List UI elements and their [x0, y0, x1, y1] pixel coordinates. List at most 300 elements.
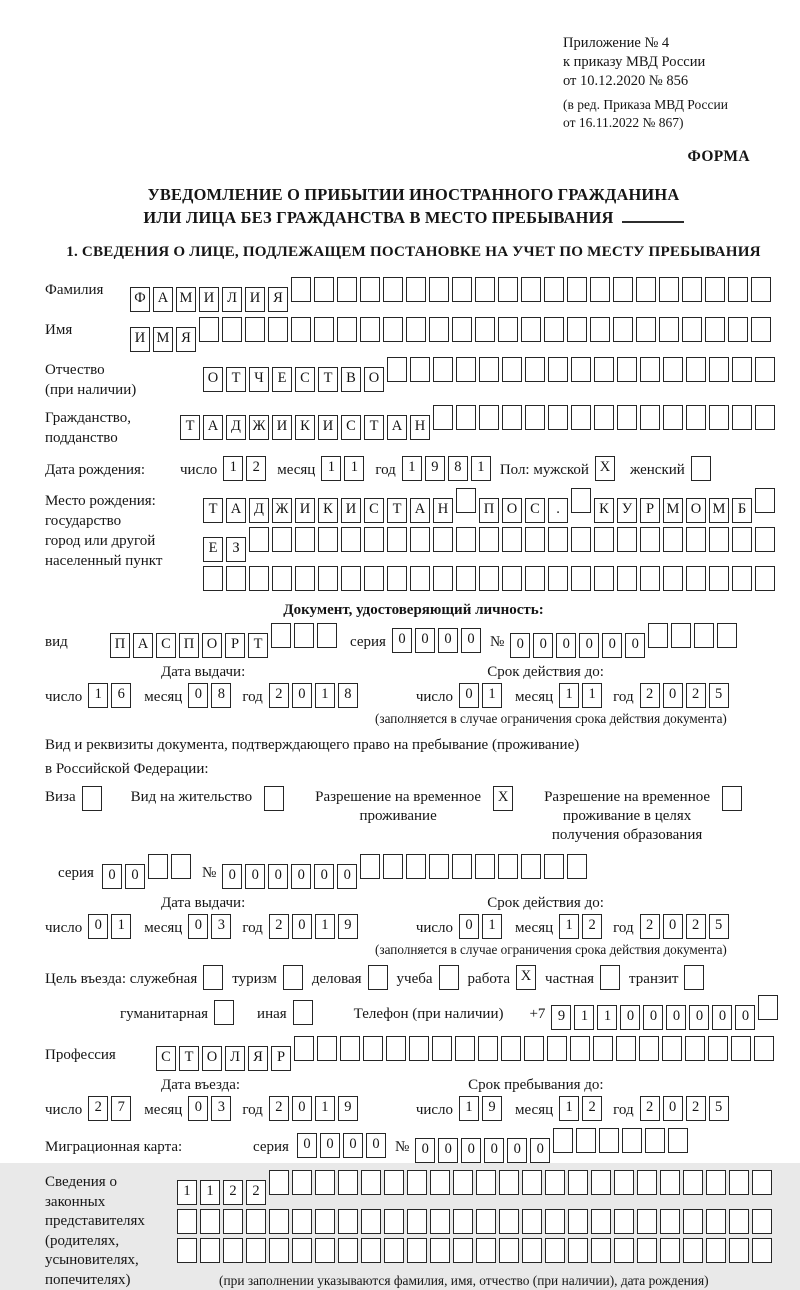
char-cell[interactable]: [337, 277, 357, 302]
char-cell[interactable]: [499, 1170, 519, 1195]
char-cell[interactable]: 0: [459, 914, 479, 939]
char-cell[interactable]: 0: [507, 1138, 527, 1163]
char-cell[interactable]: 1: [471, 456, 491, 481]
char-cell[interactable]: [430, 1170, 450, 1195]
char-cell[interactable]: [387, 566, 407, 591]
char-cell[interactable]: [452, 317, 472, 342]
char-cell[interactable]: [686, 527, 706, 552]
char-cell[interactable]: [755, 405, 775, 430]
char-cell[interactable]: 2: [686, 683, 706, 708]
char-cell[interactable]: [341, 566, 361, 591]
char-cell[interactable]: [521, 277, 541, 302]
char-cell[interactable]: С: [295, 367, 315, 392]
checkbox-cell[interactable]: X: [516, 965, 536, 990]
char-cell[interactable]: 8: [338, 683, 358, 708]
char-cell[interactable]: [295, 566, 315, 591]
char-cell[interactable]: [553, 1128, 573, 1153]
char-cell[interactable]: 0: [292, 683, 312, 708]
char-cell[interactable]: [728, 277, 748, 302]
char-cell[interactable]: Т: [180, 415, 200, 440]
char-cell[interactable]: 1: [177, 1180, 197, 1205]
char-cell[interactable]: Т: [226, 367, 246, 392]
char-cell[interactable]: [617, 566, 637, 591]
char-cell[interactable]: [272, 527, 292, 552]
char-cell[interactable]: [364, 527, 384, 552]
char-cell[interactable]: Я: [248, 1046, 268, 1071]
checkbox-cell[interactable]: [82, 786, 102, 811]
char-cell[interactable]: [246, 1238, 266, 1263]
char-cell[interactable]: [407, 1170, 427, 1195]
char-cell[interactable]: [456, 357, 476, 382]
char-cell[interactable]: [660, 1238, 680, 1263]
char-cell[interactable]: 0: [666, 1005, 686, 1030]
char-cell[interactable]: 1: [582, 683, 602, 708]
char-cell[interactable]: З: [226, 537, 246, 562]
checkbox-cell[interactable]: [600, 965, 620, 990]
char-cell[interactable]: [200, 1209, 220, 1234]
char-cell[interactable]: С: [364, 498, 384, 523]
char-cell[interactable]: [616, 1036, 636, 1061]
char-cell[interactable]: [729, 1170, 749, 1195]
char-cell[interactable]: [294, 623, 314, 648]
char-cell[interactable]: Т: [364, 415, 384, 440]
char-cell[interactable]: [525, 405, 545, 430]
char-cell[interactable]: 0: [484, 1138, 504, 1163]
char-cell[interactable]: 0: [461, 1138, 481, 1163]
char-cell[interactable]: 0: [461, 628, 481, 653]
char-cell[interactable]: [498, 277, 518, 302]
char-cell[interactable]: 0: [438, 628, 458, 653]
char-cell[interactable]: [639, 1036, 659, 1061]
char-cell[interactable]: [758, 995, 778, 1020]
char-cell[interactable]: [613, 317, 633, 342]
char-cell[interactable]: [545, 1170, 565, 1195]
char-cell[interactable]: 2: [640, 1096, 660, 1121]
char-cell[interactable]: [522, 1238, 542, 1263]
char-cell[interactable]: [729, 1238, 749, 1263]
char-cell[interactable]: [387, 527, 407, 552]
char-cell[interactable]: [568, 1238, 588, 1263]
char-cell[interactable]: [478, 1036, 498, 1061]
char-cell[interactable]: А: [410, 498, 430, 523]
char-cell[interactable]: [617, 357, 637, 382]
char-cell[interactable]: 0: [510, 633, 530, 658]
char-cell[interactable]: [640, 527, 660, 552]
char-cell[interactable]: 1: [315, 683, 335, 708]
char-cell[interactable]: И: [341, 498, 361, 523]
char-cell[interactable]: [479, 405, 499, 430]
char-cell[interactable]: 0: [620, 1005, 640, 1030]
char-cell[interactable]: 3: [211, 914, 231, 939]
char-cell[interactable]: [384, 1209, 404, 1234]
char-cell[interactable]: 2: [686, 1096, 706, 1121]
char-cell[interactable]: 0: [663, 1096, 683, 1121]
char-cell[interactable]: Л: [225, 1046, 245, 1071]
char-cell[interactable]: [548, 405, 568, 430]
char-cell[interactable]: [502, 527, 522, 552]
char-cell[interactable]: [648, 623, 668, 648]
char-cell[interactable]: [318, 566, 338, 591]
char-cell[interactable]: 2: [246, 456, 266, 481]
char-cell[interactable]: [291, 277, 311, 302]
char-cell[interactable]: [361, 1238, 381, 1263]
char-cell[interactable]: [430, 1238, 450, 1263]
char-cell[interactable]: [409, 1036, 429, 1061]
char-cell[interactable]: [387, 357, 407, 382]
char-cell[interactable]: 1: [111, 914, 131, 939]
char-cell[interactable]: П: [110, 633, 130, 658]
char-cell[interactable]: [637, 1170, 657, 1195]
char-cell[interactable]: 2: [582, 1096, 602, 1121]
checkbox-cell[interactable]: [203, 965, 223, 990]
char-cell[interactable]: [407, 1209, 427, 1234]
char-cell[interactable]: [269, 1209, 289, 1234]
char-cell[interactable]: [617, 405, 637, 430]
char-cell[interactable]: [686, 357, 706, 382]
char-cell[interactable]: О: [686, 498, 706, 523]
char-cell[interactable]: [732, 527, 752, 552]
char-cell[interactable]: [200, 1238, 220, 1263]
char-cell[interactable]: К: [594, 498, 614, 523]
char-cell[interactable]: О: [202, 633, 222, 658]
char-cell[interactable]: [318, 527, 338, 552]
char-cell[interactable]: [706, 1170, 726, 1195]
char-cell[interactable]: [571, 527, 591, 552]
char-cell[interactable]: 2: [640, 914, 660, 939]
char-cell[interactable]: Д: [249, 498, 269, 523]
char-cell[interactable]: 8: [211, 683, 231, 708]
char-cell[interactable]: Ф: [130, 287, 150, 312]
char-cell[interactable]: П: [179, 633, 199, 658]
char-cell[interactable]: 0: [188, 683, 208, 708]
char-cell[interactable]: [525, 527, 545, 552]
char-cell[interactable]: [708, 1036, 728, 1061]
char-cell[interactable]: О: [502, 498, 522, 523]
char-cell[interactable]: [453, 1238, 473, 1263]
char-cell[interactable]: [501, 1036, 521, 1061]
char-cell[interactable]: [640, 566, 660, 591]
char-cell[interactable]: [315, 1209, 335, 1234]
char-cell[interactable]: [498, 317, 518, 342]
char-cell[interactable]: И: [245, 287, 265, 312]
checkbox-cell[interactable]: [722, 786, 742, 811]
char-cell[interactable]: 2: [269, 914, 289, 939]
char-cell[interactable]: [199, 317, 219, 342]
char-cell[interactable]: 1: [559, 914, 579, 939]
char-cell[interactable]: [476, 1238, 496, 1263]
char-cell[interactable]: [361, 1209, 381, 1234]
char-cell[interactable]: С: [156, 1046, 176, 1071]
char-cell[interactable]: [522, 1170, 542, 1195]
char-cell[interactable]: [223, 1238, 243, 1263]
char-cell[interactable]: [364, 566, 384, 591]
char-cell[interactable]: [499, 1209, 519, 1234]
char-cell[interactable]: 1: [88, 683, 108, 708]
char-cell[interactable]: [453, 1170, 473, 1195]
char-cell[interactable]: 6: [111, 683, 131, 708]
char-cell[interactable]: [729, 1209, 749, 1234]
char-cell[interactable]: Н: [433, 498, 453, 523]
char-cell[interactable]: 1: [482, 914, 502, 939]
char-cell[interactable]: [755, 357, 775, 382]
char-cell[interactable]: [177, 1238, 197, 1263]
char-cell[interactable]: 0: [643, 1005, 663, 1030]
char-cell[interactable]: 0: [222, 864, 242, 889]
char-cell[interactable]: [614, 1209, 634, 1234]
char-cell[interactable]: 0: [268, 864, 288, 889]
char-cell[interactable]: [268, 317, 288, 342]
char-cell[interactable]: 0: [297, 1133, 317, 1158]
char-cell[interactable]: 1: [459, 1096, 479, 1121]
char-cell[interactable]: 0: [663, 914, 683, 939]
char-cell[interactable]: [456, 405, 476, 430]
char-cell[interactable]: 1: [344, 456, 364, 481]
char-cell[interactable]: [223, 1209, 243, 1234]
char-cell[interactable]: [567, 317, 587, 342]
char-cell[interactable]: [683, 1209, 703, 1234]
char-cell[interactable]: [410, 527, 430, 552]
char-cell[interactable]: [479, 527, 499, 552]
char-cell[interactable]: [177, 1209, 197, 1234]
char-cell[interactable]: Е: [203, 537, 223, 562]
char-cell[interactable]: 8: [448, 456, 468, 481]
char-cell[interactable]: 0: [88, 914, 108, 939]
char-cell[interactable]: А: [387, 415, 407, 440]
char-cell[interactable]: 1: [482, 683, 502, 708]
char-cell[interactable]: [686, 405, 706, 430]
char-cell[interactable]: [314, 317, 334, 342]
char-cell[interactable]: 2: [640, 683, 660, 708]
char-cell[interactable]: 9: [338, 914, 358, 939]
char-cell[interactable]: [732, 405, 752, 430]
char-cell[interactable]: 0: [320, 1133, 340, 1158]
char-cell[interactable]: [433, 405, 453, 430]
char-cell[interactable]: 1: [574, 1005, 594, 1030]
char-cell[interactable]: [475, 854, 495, 879]
char-cell[interactable]: И: [130, 327, 150, 352]
char-cell[interactable]: [685, 1036, 705, 1061]
char-cell[interactable]: [171, 854, 191, 879]
char-cell[interactable]: [433, 566, 453, 591]
char-cell[interactable]: 0: [415, 1138, 435, 1163]
checkbox-cell[interactable]: [283, 965, 303, 990]
char-cell[interactable]: [272, 566, 292, 591]
char-cell[interactable]: [622, 1128, 642, 1153]
char-cell[interactable]: [663, 405, 683, 430]
char-cell[interactable]: [567, 854, 587, 879]
char-cell[interactable]: [594, 357, 614, 382]
char-cell[interactable]: М: [153, 327, 173, 352]
char-cell[interactable]: [294, 1036, 314, 1061]
char-cell[interactable]: [659, 277, 679, 302]
char-cell[interactable]: О: [203, 367, 223, 392]
char-cell[interactable]: 0: [188, 1096, 208, 1121]
char-cell[interactable]: 1: [321, 456, 341, 481]
char-cell[interactable]: [683, 1238, 703, 1263]
char-cell[interactable]: [246, 1209, 266, 1234]
char-cell[interactable]: [705, 277, 725, 302]
char-cell[interactable]: Ч: [249, 367, 269, 392]
char-cell[interactable]: [433, 527, 453, 552]
char-cell[interactable]: [732, 357, 752, 382]
char-cell[interactable]: [452, 277, 472, 302]
checkbox-cell[interactable]: X: [595, 456, 615, 481]
char-cell[interactable]: 0: [292, 914, 312, 939]
char-cell[interactable]: И: [199, 287, 219, 312]
char-cell[interactable]: [594, 566, 614, 591]
char-cell[interactable]: [386, 1036, 406, 1061]
char-cell[interactable]: [593, 1036, 613, 1061]
char-cell[interactable]: [637, 1209, 657, 1234]
char-cell[interactable]: 2: [246, 1180, 266, 1205]
char-cell[interactable]: 0: [625, 633, 645, 658]
char-cell[interactable]: А: [203, 415, 223, 440]
char-cell[interactable]: [640, 405, 660, 430]
checkbox-cell[interactable]: [691, 456, 711, 481]
char-cell[interactable]: Т: [318, 367, 338, 392]
char-cell[interactable]: [594, 527, 614, 552]
char-cell[interactable]: М: [176, 287, 196, 312]
char-cell[interactable]: [456, 527, 476, 552]
char-cell[interactable]: 1: [200, 1180, 220, 1205]
char-cell[interactable]: И: [272, 415, 292, 440]
char-cell[interactable]: 0: [712, 1005, 732, 1030]
char-cell[interactable]: 9: [425, 456, 445, 481]
char-cell[interactable]: 1: [402, 456, 422, 481]
char-cell[interactable]: 1: [559, 683, 579, 708]
char-cell[interactable]: [547, 1036, 567, 1061]
char-cell[interactable]: 5: [709, 683, 729, 708]
char-cell[interactable]: [755, 527, 775, 552]
char-cell[interactable]: 2: [269, 683, 289, 708]
char-cell[interactable]: [752, 1238, 772, 1263]
char-cell[interactable]: [683, 1170, 703, 1195]
char-cell[interactable]: [752, 1209, 772, 1234]
char-cell[interactable]: [338, 1209, 358, 1234]
char-cell[interactable]: 0: [735, 1005, 755, 1030]
char-cell[interactable]: [456, 488, 476, 513]
char-cell[interactable]: [571, 357, 591, 382]
char-cell[interactable]: Т: [248, 633, 268, 658]
char-cell[interactable]: [361, 1170, 381, 1195]
char-cell[interactable]: [476, 1209, 496, 1234]
char-cell[interactable]: [406, 277, 426, 302]
char-cell[interactable]: [222, 317, 242, 342]
char-cell[interactable]: [682, 317, 702, 342]
char-cell[interactable]: 5: [709, 1096, 729, 1121]
char-cell[interactable]: Т: [179, 1046, 199, 1071]
char-cell[interactable]: 2: [223, 1180, 243, 1205]
char-cell[interactable]: С: [525, 498, 545, 523]
char-cell[interactable]: 0: [245, 864, 265, 889]
char-cell[interactable]: 0: [337, 864, 357, 889]
char-cell[interactable]: [751, 317, 771, 342]
char-cell[interactable]: П: [479, 498, 499, 523]
char-cell[interactable]: О: [364, 367, 384, 392]
char-cell[interactable]: Я: [268, 287, 288, 312]
char-cell[interactable]: 0: [292, 1096, 312, 1121]
char-cell[interactable]: [432, 1036, 452, 1061]
char-cell[interactable]: Р: [271, 1046, 291, 1071]
char-cell[interactable]: [571, 566, 591, 591]
char-cell[interactable]: 0: [533, 633, 553, 658]
char-cell[interactable]: И: [295, 498, 315, 523]
char-cell[interactable]: И: [318, 415, 338, 440]
char-cell[interactable]: 5: [709, 914, 729, 939]
char-cell[interactable]: 0: [102, 864, 122, 889]
char-cell[interactable]: [521, 854, 541, 879]
char-cell[interactable]: [545, 1209, 565, 1234]
char-cell[interactable]: 2: [686, 914, 706, 939]
char-cell[interactable]: [545, 1238, 565, 1263]
char-cell[interactable]: [430, 1209, 450, 1234]
char-cell[interactable]: 1: [223, 456, 243, 481]
char-cell[interactable]: [360, 277, 380, 302]
char-cell[interactable]: [429, 854, 449, 879]
char-cell[interactable]: [567, 277, 587, 302]
char-cell[interactable]: [591, 1170, 611, 1195]
char-cell[interactable]: 0: [459, 683, 479, 708]
checkbox-cell[interactable]: [684, 965, 704, 990]
char-cell[interactable]: А: [226, 498, 246, 523]
char-cell[interactable]: [498, 854, 518, 879]
char-cell[interactable]: [269, 1238, 289, 1263]
char-cell[interactable]: [433, 357, 453, 382]
char-cell[interactable]: Е: [272, 367, 292, 392]
char-cell[interactable]: [636, 317, 656, 342]
char-cell[interactable]: [613, 277, 633, 302]
char-cell[interactable]: [682, 277, 702, 302]
char-cell[interactable]: [203, 566, 223, 591]
char-cell[interactable]: [338, 1238, 358, 1263]
char-cell[interactable]: [269, 1170, 289, 1195]
char-cell[interactable]: [694, 623, 714, 648]
char-cell[interactable]: [292, 1170, 312, 1195]
char-cell[interactable]: 0: [689, 1005, 709, 1030]
char-cell[interactable]: [455, 1036, 475, 1061]
char-cell[interactable]: [614, 1238, 634, 1263]
char-cell[interactable]: [295, 527, 315, 552]
char-cell[interactable]: [249, 566, 269, 591]
char-cell[interactable]: 0: [415, 628, 435, 653]
char-cell[interactable]: [341, 527, 361, 552]
checkbox-cell[interactable]: X: [493, 786, 513, 811]
char-cell[interactable]: [383, 317, 403, 342]
char-cell[interactable]: [499, 1238, 519, 1263]
char-cell[interactable]: [568, 1209, 588, 1234]
char-cell[interactable]: 0: [556, 633, 576, 658]
char-cell[interactable]: 1: [315, 914, 335, 939]
char-cell[interactable]: С: [156, 633, 176, 658]
char-cell[interactable]: 0: [314, 864, 334, 889]
char-cell[interactable]: [754, 1036, 774, 1061]
char-cell[interactable]: [384, 1238, 404, 1263]
char-cell[interactable]: Т: [203, 498, 223, 523]
char-cell[interactable]: 3: [211, 1096, 231, 1121]
char-cell[interactable]: [291, 317, 311, 342]
char-cell[interactable]: 2: [269, 1096, 289, 1121]
char-cell[interactable]: К: [295, 415, 315, 440]
char-cell[interactable]: [479, 566, 499, 591]
char-cell[interactable]: [502, 566, 522, 591]
char-cell[interactable]: 0: [392, 628, 412, 653]
char-cell[interactable]: [360, 854, 380, 879]
char-cell[interactable]: [751, 277, 771, 302]
char-cell[interactable]: [717, 623, 737, 648]
checkbox-cell[interactable]: [214, 1000, 234, 1025]
char-cell[interactable]: [292, 1238, 312, 1263]
char-cell[interactable]: [456, 566, 476, 591]
